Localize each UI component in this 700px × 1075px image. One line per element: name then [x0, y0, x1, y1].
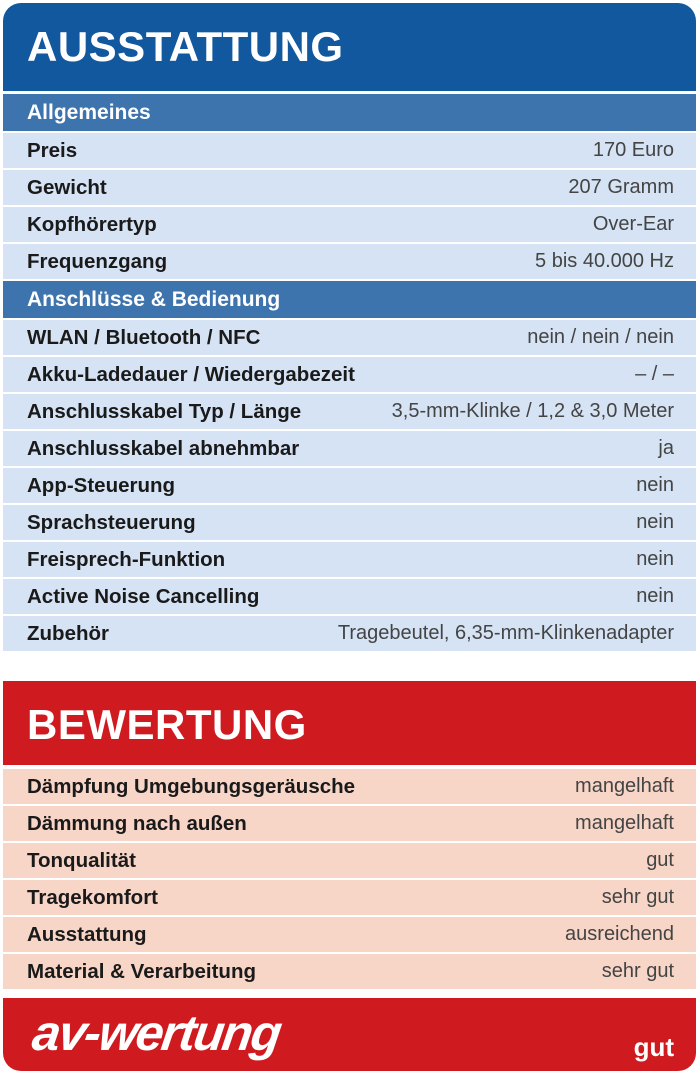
- ausstattung-table: [3, 94, 696, 653]
- spec-label: Preis: [27, 138, 78, 162]
- av-wertung-logo: av-wertung: [29, 1005, 284, 1061]
- spec-row: [3, 394, 696, 429]
- spec-label: Akku-Ladedauer / Wiedergabezeit: [27, 362, 355, 386]
- spec-row: [3, 320, 696, 355]
- rating-row: [3, 806, 696, 841]
- spec-value: 207 Gramm: [568, 176, 674, 198]
- spec-label: WLAN / Bluetooth / NFC: [27, 325, 261, 349]
- spec-value: nein: [636, 474, 674, 496]
- rating-row: [3, 880, 696, 915]
- spec-label: Gewicht: [27, 175, 107, 199]
- rating-row: [3, 769, 696, 804]
- spec-row: [3, 505, 696, 540]
- rating-value: mangelhaft: [575, 775, 674, 797]
- section-heading-anschluesse: Anschlüsse & Bedienung: [3, 281, 696, 318]
- spec-value: nein: [636, 585, 674, 607]
- spec-row: [3, 616, 696, 651]
- spec-value: 170 Euro: [592, 139, 674, 161]
- rating-label: Ausstattung: [27, 922, 147, 946]
- spec-row: [3, 207, 696, 242]
- spec-row: [3, 357, 696, 392]
- spec-label: Zubehör: [27, 621, 109, 645]
- bewertung-panel: [3, 681, 696, 1071]
- spec-label: Frequenzgang: [27, 249, 168, 273]
- bewertung-table: [3, 769, 696, 991]
- rating-label: Tonqualität: [27, 848, 136, 872]
- rating-value: gut: [646, 849, 674, 871]
- rating-label: Dämpfung Umgebungsgeräusche: [27, 774, 356, 798]
- spec-row: [3, 542, 696, 577]
- spec-label: App-Steuerung: [27, 473, 176, 497]
- spec-label: Kopfhörertyp: [27, 212, 157, 236]
- ausstattung-header: [3, 3, 696, 91]
- rating-label: Dämmung nach außen: [27, 811, 247, 835]
- rating-row: [3, 843, 696, 878]
- spec-value: 3,5-mm-Klinke / 1,2 & 3,0 Meter: [391, 400, 674, 422]
- spec-label: Freisprech-Funktion: [27, 547, 226, 571]
- rating-value: mangelhaft: [575, 812, 674, 834]
- spec-value: 5 bis 40.000 Hz: [535, 250, 674, 272]
- rating-label: Material & Verarbeitung: [27, 959, 256, 983]
- bewertung-title: BEWERTUNG: [27, 701, 307, 748]
- spec-row: [3, 431, 696, 466]
- rating-row: [3, 917, 696, 952]
- rating-value: sehr gut: [601, 886, 674, 908]
- spec-row: [3, 133, 696, 168]
- ausstattung-title: AUSSTATTUNG: [27, 23, 344, 70]
- rating-row: [3, 954, 696, 989]
- spec-row: [3, 579, 696, 614]
- overall-rating: gut: [633, 1032, 674, 1062]
- section-heading-allgemeines: Allgemeines: [3, 94, 696, 131]
- spec-value: Tragebeutel, 6,35-mm-Klinkenadapter: [337, 622, 674, 644]
- spec-value: – / –: [635, 363, 674, 385]
- spec-row: [3, 468, 696, 503]
- spec-label: Anschlusskabel Typ / Länge: [27, 399, 302, 423]
- ausstattung-panel: [3, 3, 696, 662]
- spec-row: [3, 170, 696, 205]
- spec-value: nein / nein / nein: [527, 326, 674, 348]
- bewertung-header: [3, 681, 696, 765]
- rating-value: ausreichend: [565, 923, 674, 945]
- rating-footer: [3, 998, 696, 1071]
- spec-value: nein: [636, 548, 674, 570]
- spec-value: nein: [636, 511, 674, 533]
- rating-value: sehr gut: [601, 960, 674, 982]
- spec-row: [3, 244, 696, 279]
- rating-label: Tragekomfort: [27, 885, 158, 909]
- spec-label: Sprachsteuerung: [27, 510, 196, 534]
- spec-value: Over-Ear: [592, 213, 674, 235]
- spec-label: Active Noise Cancelling: [27, 584, 260, 608]
- spec-value: ja: [658, 437, 674, 459]
- spec-label: Anschlusskabel abnehmbar: [27, 436, 300, 460]
